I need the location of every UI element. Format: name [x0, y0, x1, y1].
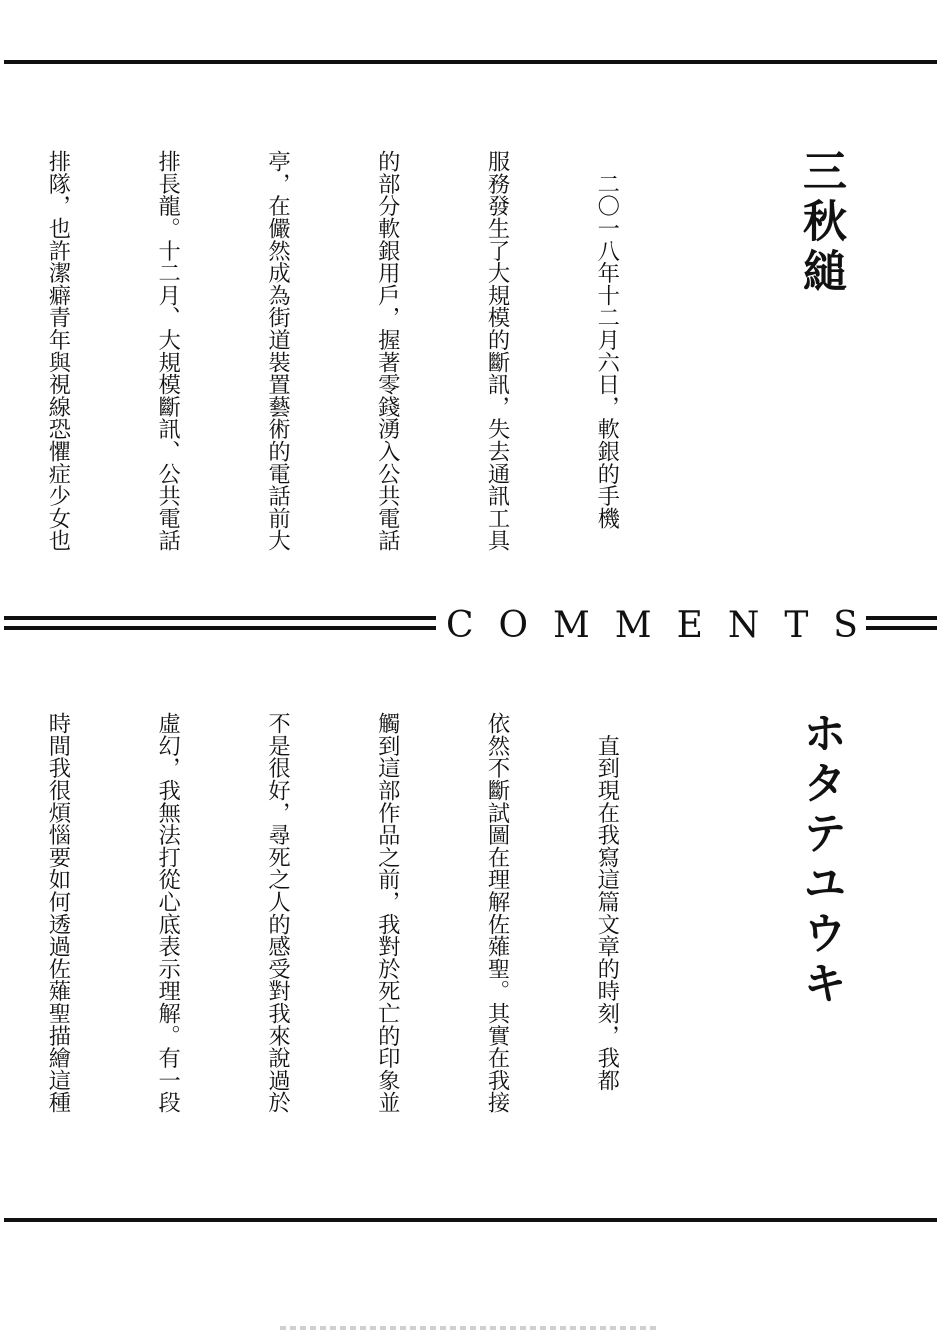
text-column: 亭，在儼然成為街道裝置藝術的電話前大: [264, 150, 291, 552]
double-rule-left: [4, 615, 436, 633]
comments-letter: O: [498, 604, 529, 646]
comments-heading: [0, 603, 941, 647]
text-column: 依然不斷試圖在理解佐薙聖。其實在我接: [484, 712, 511, 1114]
text-column: 觸到這部作品之前，我對於死亡的印象並: [374, 712, 401, 1114]
comments-letter: T: [784, 604, 809, 646]
page-edge-specks: [280, 1326, 660, 1330]
text-column: 不是很好，尋死之人的感受對我來說過於: [264, 712, 291, 1114]
comments-letter: N: [727, 604, 760, 646]
author-name: ホタテユウキ: [795, 710, 846, 1010]
comment-body: [0, 712, 698, 1114]
text-column: 排隊，也許潔癖青年與視線恐懼症少女也: [44, 150, 71, 552]
text-column: 直到現在我寫這篇文章的時刻，我都: [593, 712, 620, 1092]
bottom-rule: [4, 1218, 937, 1222]
text-column: 服務發生了大規模的斷訊，失去通訊工具: [484, 150, 511, 552]
comment-body: [0, 150, 698, 552]
top-rule: [4, 60, 937, 64]
comments-letter: S: [833, 604, 858, 646]
text-column: 排長龍。十二月、大規模斷訊、公共電話: [154, 150, 181, 552]
comments-letter: C: [446, 604, 474, 646]
text-column: 時間我很煩惱要如何透過佐薙聖描繪這種: [44, 712, 71, 1114]
comments-letter: M: [552, 604, 590, 646]
comments-letter: M: [614, 604, 652, 646]
author-name: 三秋縋: [795, 148, 846, 298]
double-rule-right: [866, 615, 937, 633]
comments-title: [446, 603, 858, 647]
text-column: 二〇一八年十二月六日，軟銀的手機: [593, 150, 620, 530]
text-column: 的部分軟銀用戶，握著零錢湧入公共電話: [374, 150, 401, 552]
comments-letter: E: [676, 604, 703, 646]
text-column: 虛幻，我無法打從心底表示理解。有一段: [154, 712, 181, 1114]
